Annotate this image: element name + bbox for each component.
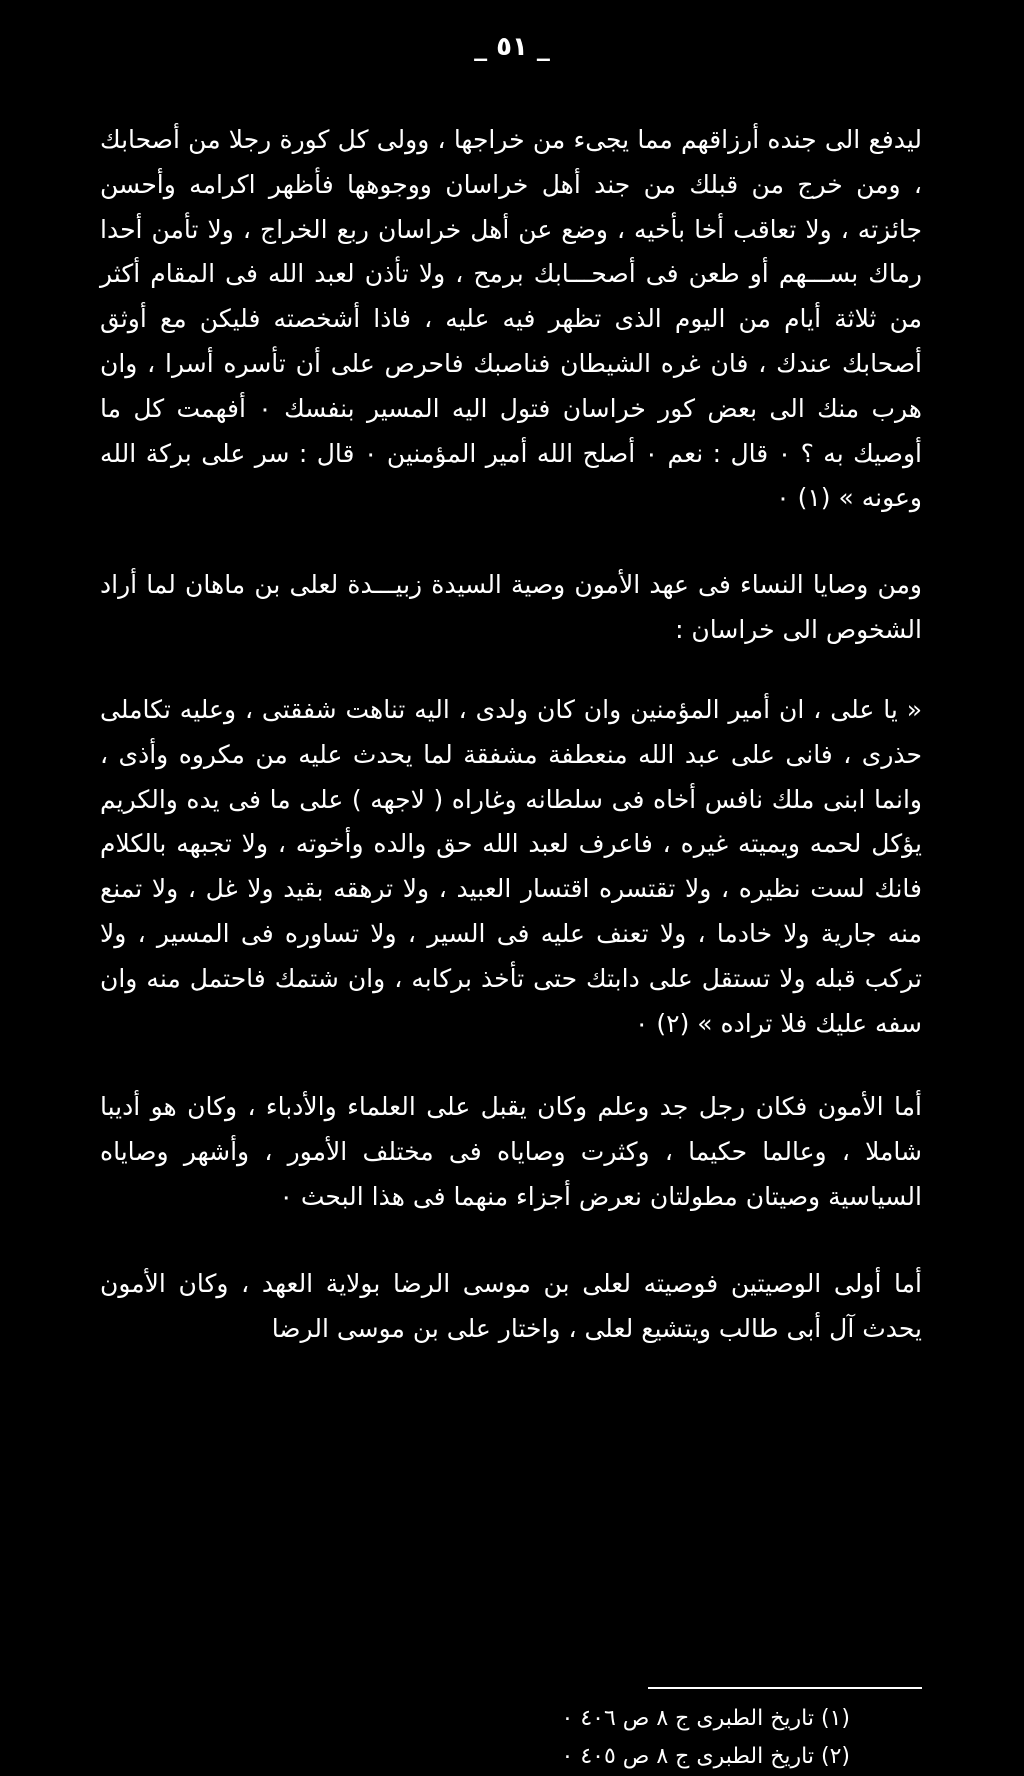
paragraph-women-advice-intro [100,563,922,653]
page-number: _ ٥١ _ [474,32,550,62]
paragraph-text: أما الأمون فكان رجل جد وعلم وكان يقبل على العلماء والأدباء ، وكان هو أديبا شاملا ، وعالما حكيما ، وكثرت وصاياه فى مختلف الأمور ، وأشهر وصاياه السياسية وصيتان مطولتان نعرض أجزاء منهما فى هذا البحث ٠ [100,1092,922,1211]
footnote-1: (١) تاريخ الطبرى ج ٨ ص ٤٠٦ ٠ [561,1706,850,1731]
paragraph-text: أما أولى الوصيتين فوصيته لعلى بن موسى الرضا بولاية العهد ، وكان الأمون يحدث آل أبى طالب ويتشيع لعلى ، واختار على بن موسى الرضا [100,1269,922,1343]
footnote-2: (٢) تاريخ الطبرى ج ٨ ص ٤٠٥ ٠ [561,1744,850,1769]
paragraph-text: « يا على ، ان أمير المؤمنين وان كان ولدى ، اليه تناهت شفقتى ، وعليه تكاملى حذرى ، فانى على عبد الله منعطفة مشفقة لما يحدث عليه من مكروه وأذى ، وانما ابنى ملك نافس أخاه فى سلطانه وغاراه ( لاجهه ) على ما فى يده والكريم يؤكل لحمه ويميته غيره ، فاعرف لعبد الله حق والده وأخوته ، ولا تجبهه بالكلام فانك لست نظيره ، ولا تقتسره اقتسار العبيد ، ولا ترهقه بقيد ولا غل ، ولا تمنع منه جارية ولا خادما ، ولا تعنف عليه فى السير ، ولا تساوره فى المسير ، ولا تركب قبله ولا تستقل على دابتك حتى تأخذ بركابه ، وان شتمك فاحتمل منه وان سفه عليك فلا تراده » (٢) ٠ [100,695,922,1038]
paragraph-mamun-intro [100,1085,922,1219]
footnotes [450,1700,850,1776]
paragraph-text: ومن وصايا النساء فى عهد الأمون وصية السيدة زبيـــدة لعلى بن ماهان لما أراد الشخوص الى خراسان : [100,570,922,644]
paragraph-ali-rida [100,1262,922,1352]
paragraph-zubayda-advice [100,688,922,1046]
footnote-divider [648,1687,922,1689]
paragraph-mahdi-instructions [100,118,922,521]
paragraph-text: ليدفع الى جنده أرزاقهم مما يجىء من خراجها ، وولى كل كورة رجلا من أصحابك ، ومن خرج من قبلك من جند أهل خراسان ووجوهها فأظهر اكرامه وأحسن جائزته ، ولا تعاقب أخا بأخيه ، وضع عن أهل خراسان ربع الخراج ، ولا تأمن أحدا رماك بســـهم أو طعن فى أصحـــابك برمح ، ولا تأذن لعبد الله فى المقام أكثر من ثلاثة أيام من اليوم الذى تظهر فيه عليه ، فاذا أشخصته فليكن مع أوثق أصحابك عندك ، فان غره الشيطان فناصبك فاحرص على أن تأسره أسرا ، وان هرب منك الى بعض كور خراسان فتول اليه المسير بنفسك ٠ أفهمت كل ما أوصيك به ؟ ٠ قال : نعم ٠ أصلح الله أمير المؤمنين ٠ قال : سر على بركة الله وعونه » (١) ٠ [100,125,922,513]
